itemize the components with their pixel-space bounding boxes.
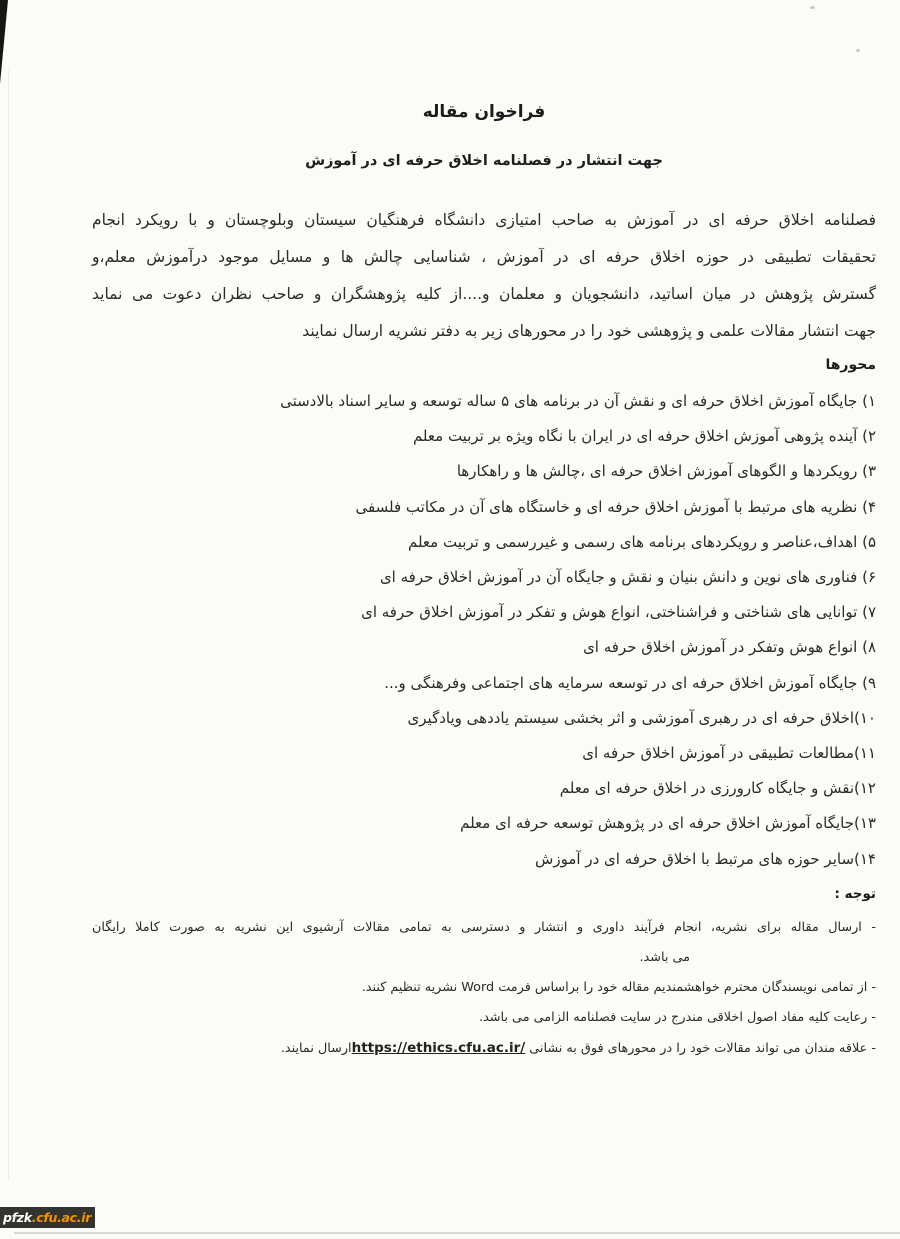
note-free-of-charge: - ارسال مقاله برای نشریه، انجام فرآیند داوری و انتشار و دسترسی به تمامی مقالات آرشیوی این نشریه به صورت کاملا رایگان [92, 919, 876, 935]
topic-item-14: ۱۴)سایر حوزه های مرتبط با اخلاق حرفه ای در آموزش [535, 849, 876, 868]
watermark-badge [0, 1207, 95, 1228]
scan-bottom-edge-line [14, 1232, 900, 1234]
topic-item-7: ۷) توانایی های شناختی و فراشناختی، انواع هوش و تفکر در آموزش اخلاق حرفه ای [361, 603, 876, 622]
notes-heading: توجه : [834, 885, 876, 902]
note-ethics-rules: - رعایت کلیه مفاد اصول اخلاقی مندرج در سایت فصلنامه الزامی می باشد. [479, 1009, 876, 1025]
topic-item-9: ۹) جایگاه آموزش اخلاق حرفه ای در توسعه سرمایه های اجتماعی وفرهنگی و... [384, 673, 876, 692]
watermark-site-prefix: pfzk [3, 1210, 32, 1225]
topics-heading: محورها [825, 357, 876, 373]
topic-item-2: ۲) آینده پژوهی آموزش اخلاق حرفه ای در ایران با نگاه ویژه بر تربیت معلم [412, 427, 876, 446]
topic-item-5: ۵) اهداف،عناصر و رویکردهای برنامه های رسمی و غیررسمی و تربیت معلم [407, 532, 876, 551]
intro-line: فصلنامه اخلاق حرفه ای در آموزش به صاحب امتیازی دانشگاه فرهنگیان سیستان وبلوچستان و با رویکرد انجام [92, 211, 876, 229]
page-subtitle: جهت انتشار در فصلنامه اخلاق حرفه ای در آموزش [305, 153, 663, 169]
topic-item-11: ۱۱)مطالعات تطبیقی در آموزش اخلاق حرفه ای [582, 744, 876, 763]
intro-paragraph [92, 202, 876, 350]
topic-item-4: ۴) نظریه های مرتبط با آموزش اخلاق حرفه ای و خاستگاه های آن در مکاتب فلسفی [355, 497, 876, 516]
submission-url-link[interactable]: https://ethics.cfu.ac.ir/ [351, 1039, 526, 1056]
note-word-format: - از تمامی نویسندگان محترم خواهشمندیم مقاله خود را براساس فرمت Word نشریه تنظیم کنند. [361, 979, 876, 995]
topic-item-10: ۱۰)اخلاق حرفه ای در رهبری آموزشی و اثر بخشی سیستم یاددهی ویادگیری [407, 708, 876, 727]
page-title: فراخوان مقاله [422, 102, 546, 122]
note-submission-text-before: - علاقه مندان می تواند مقالات خود را در محورهای فوق به نشانی [525, 1040, 876, 1056]
note-free-of-charge-continued: می باشد. [639, 949, 690, 965]
note-submission [92, 1033, 876, 1064]
topic-item-6: ۶) فناوری های نوین و دانش بنیان و نقش و جایگاه آن در آموزش اخلاق حرفه ای [379, 568, 876, 587]
intro-line: تحقیقات تطبیقی در حوزه اخلاق حرفه ای در آموزش ، شناسایی چالش ها و مسایل موجود درآموزش معلم،و [92, 248, 876, 266]
intro-line: گسترش پژوهش در میان اساتید، دانشجویان و معلمان و....از کلیه پژوهشگران و صاحب نظران دعوت می نماید [92, 285, 876, 303]
document-page [92, 0, 876, 1064]
notes-section [92, 913, 876, 1064]
topic-item-12: ۱۲)نقش و جایگاه کارورزی در اخلاق حرفه ای معلم [559, 779, 876, 798]
scan-edge-wedge [0, 0, 8, 84]
note-submission-text-after: ارسال نمایند. [280, 1040, 352, 1056]
topic-item-8: ۸) انواع هوش وتفکر در آموزش اخلاق حرفه ای [583, 638, 876, 657]
topic-item-3: ۳) رویکردها و الگوهای آموزش اخلاق حرفه ای ،چالش ها و راهکارها [456, 462, 876, 481]
watermark-site-suffix: .cfu.ac.ir [31, 1210, 92, 1225]
topic-item-1: ۱) جایگاه آموزش اخلاق حرفه ای و نقش آن در برنامه های ۵ ساله توسعه و سایر اسناد بالادستی [280, 392, 876, 410]
topics-list [92, 384, 876, 877]
scan-left-edge-line [8, 70, 9, 1180]
intro-line: جهت انتشار مقالات علمی و پژوهشی خود را در محورهای زیر به دفتر نشریه ارسال نمایند [302, 322, 876, 340]
topic-item-13: ۱۳)جایگاه آموزش اخلاق حرفه ای در پژوهش توسعه حرفه ای معلم [460, 814, 876, 833]
